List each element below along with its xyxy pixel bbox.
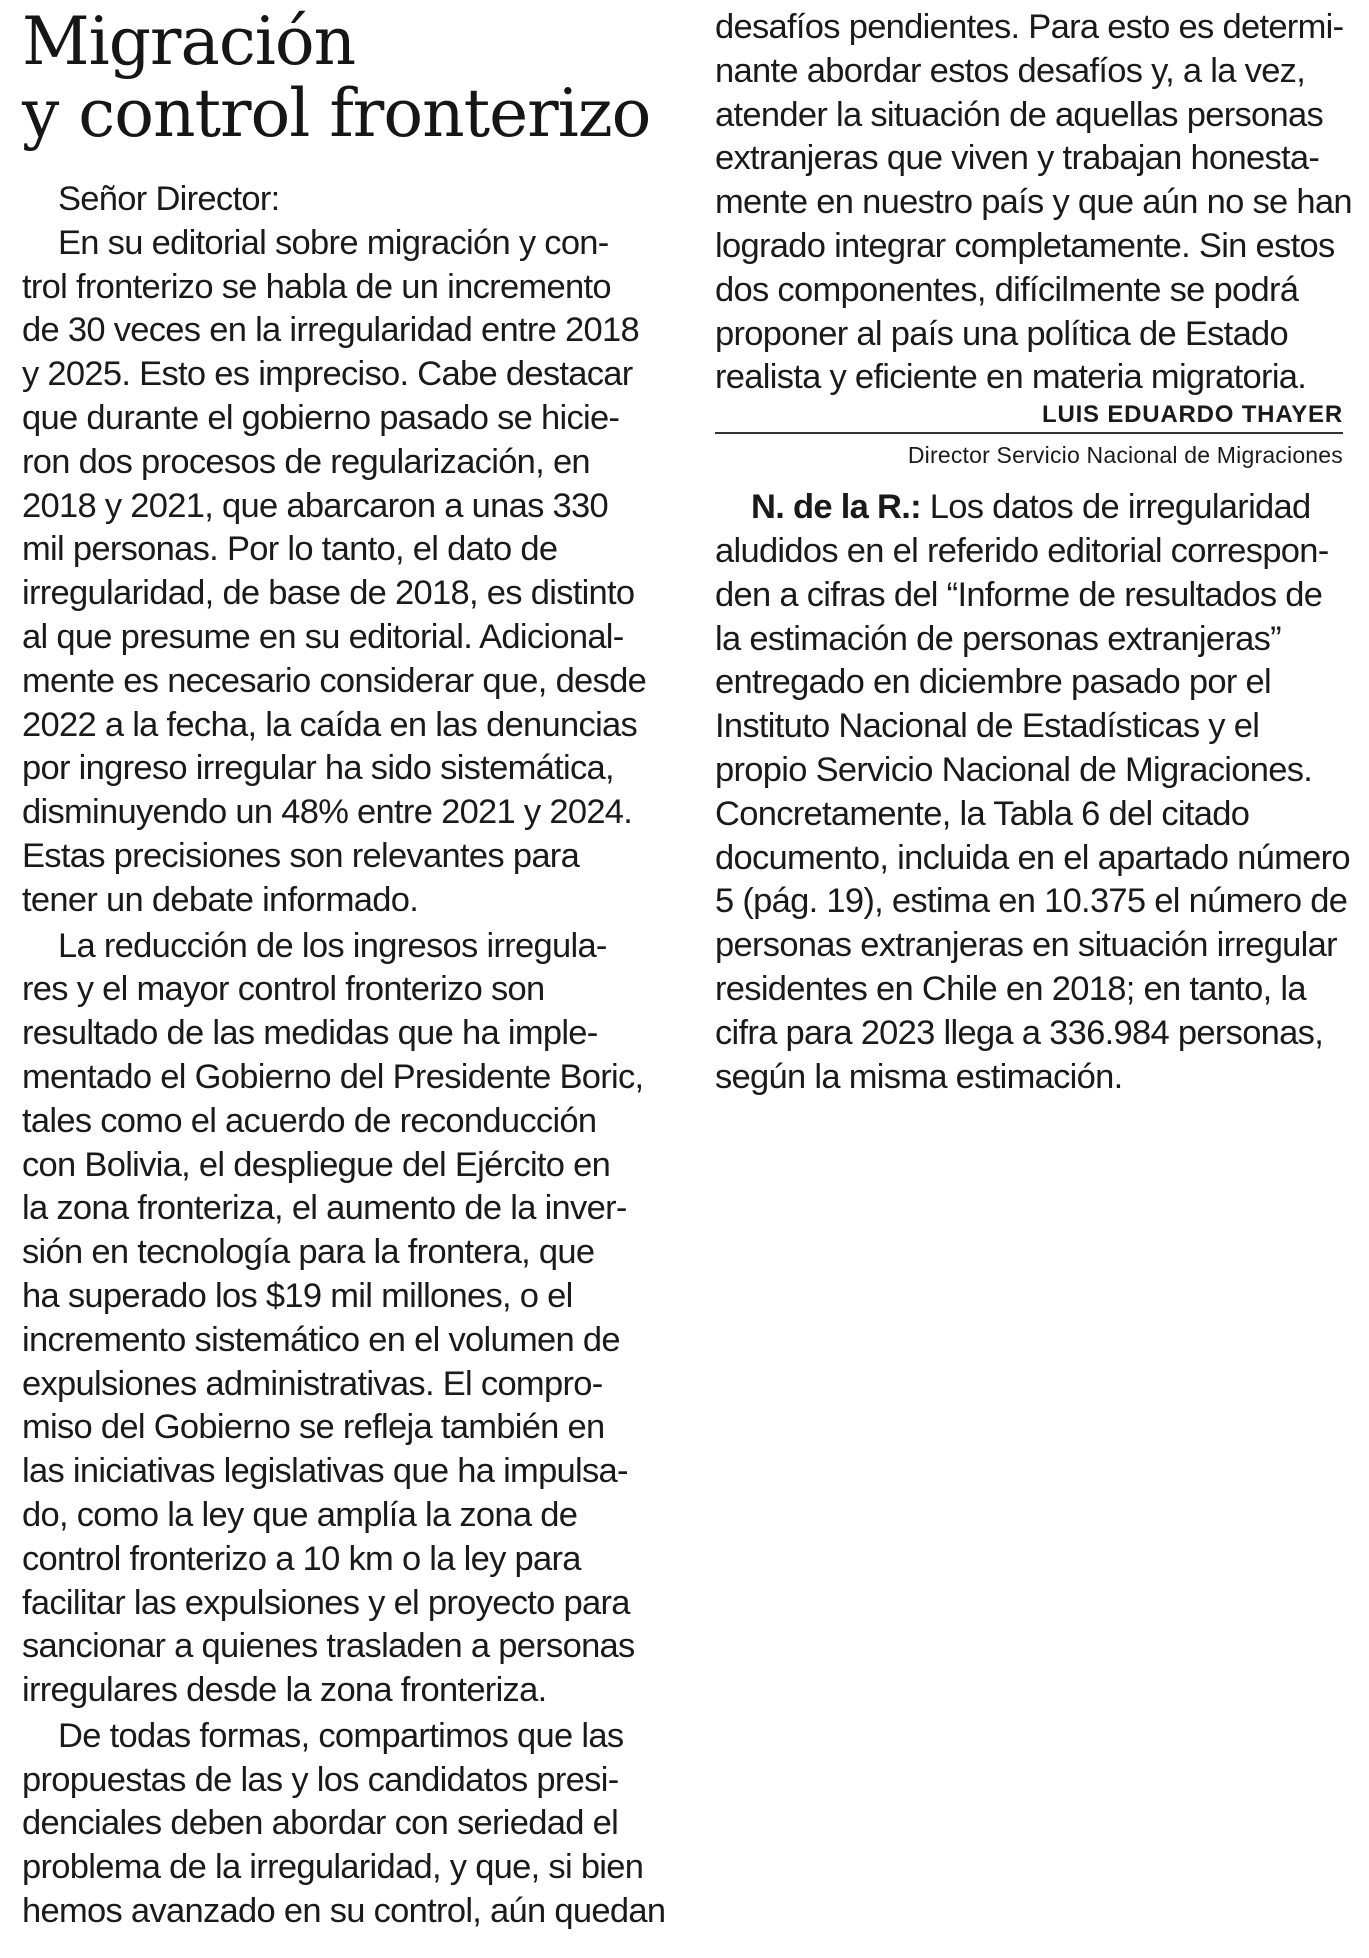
note-line: Concretamente, la Tabla 6 del citado <box>715 794 1250 833</box>
note-first-line <box>715 486 1343 530</box>
body-line: tener un debate informado. <box>22 880 419 919</box>
body-line: De todas formas, compartimos que las <box>58 1716 624 1755</box>
note-line: den a cifras del “Informe de resultados de <box>715 575 1323 614</box>
editor-note <box>715 486 1350 1099</box>
note-line: cifra para 2023 llega a 336.984 personas, <box>715 1013 1324 1052</box>
headline-line-1: Migración <box>22 3 356 80</box>
body-line: ron dos procesos de regularización, en <box>22 442 590 481</box>
body-line: irregulares desde la zona fronteriza. <box>22 1671 547 1710</box>
body-line: dos componentes, difícilmente se podrá <box>715 270 1299 309</box>
body-line: sancionar a quienes trasladen a personas <box>22 1627 635 1666</box>
body-line: sión en tecnología para la frontera, que <box>22 1233 595 1272</box>
body-line: mentado el Gobierno del Presidente Boric, <box>22 1057 644 1096</box>
body-line: logrado integrar completamente. Sin estos <box>715 226 1335 265</box>
note-line: Los datos de irregularidad <box>920 488 1311 527</box>
note-line: propio Servicio Nacional de Migraciones. <box>715 750 1313 789</box>
body-line: ha superado los $19 mil millones, o el <box>22 1276 573 1315</box>
headline <box>22 3 662 152</box>
body-line: La reducción de los ingresos irregula- <box>58 926 607 965</box>
note-line: la estimación de personas extranjeras” <box>715 619 1281 658</box>
note-line: según la misma estimación. <box>715 1057 1123 1096</box>
note-line: personas extranjeras en situación irregular <box>715 926 1337 965</box>
body-line: la zona fronteriza, el aumento de la inver- <box>22 1189 627 1228</box>
salutation: Señor Director: <box>58 180 280 218</box>
body-line: facilitar las expulsiones y el proyecto para <box>22 1583 630 1622</box>
letter-body-left <box>22 178 666 1934</box>
right-column <box>715 6 1352 1099</box>
body-line: hemos avanzado en su control, aún quedan <box>22 1892 666 1931</box>
body-line: denciales deben abordar con seriedad el <box>22 1804 619 1843</box>
body-line: proponer al país una política de Estado <box>715 314 1289 353</box>
body-line: res y el mayor control fronterizo son <box>22 970 545 1009</box>
note-line: 5 (pág. 19), estima en 10.375 el número de <box>715 882 1348 921</box>
body-line: disminuyendo un 48% entre 2021 y 2024. <box>22 793 633 832</box>
body-line: realista y eficiente en materia migratoria. <box>715 358 1307 397</box>
note-line: aludidos en el referido editorial correspon- <box>715 531 1329 570</box>
body-line: por ingreso irregular ha sido sistemática, <box>22 749 614 788</box>
body-line: mente en nuestro país y que aún no se han <box>715 183 1352 222</box>
body-line: desafíos pendientes. Para esto es determi- <box>715 8 1344 46</box>
body-line: expulsiones administrativas. El compro- <box>22 1364 603 1403</box>
note-line: residentes en Chile en 2018; en tanto, la <box>715 969 1306 1008</box>
body-line: y 2025. Esto es impreciso. Cabe destacar <box>22 355 633 394</box>
body-line: trol fronterizo se habla de un incremento <box>22 267 611 306</box>
letter-body-right <box>715 6 1352 400</box>
body-line: 2022 a la fecha, la caída en las denuncias <box>22 705 638 744</box>
body-line: do, como la ley que amplía la zona de <box>22 1495 578 1534</box>
body-line: miso del Gobierno se refleja también en <box>22 1408 605 1447</box>
body-line: resultado de las medidas que ha imple- <box>22 1014 598 1053</box>
author-name: LUIS EDUARDO THAYER <box>715 400 1343 434</box>
body-line: con Bolivia, el despliegue del Ejército en <box>22 1145 611 1184</box>
author-title: Director Servicio Nacional de Migraciones <box>907 442 1343 469</box>
body-line: extranjeras que viven y trabajan honesta- <box>715 139 1320 178</box>
body-line: problema de la irregularidad, y que, si bien <box>22 1848 644 1887</box>
body-line: que durante el gobierno pasado se hicie- <box>22 398 620 437</box>
body-line: incremento sistemático en el volumen de <box>22 1320 620 1359</box>
body-line: mil personas. Por lo tanto, el dato de <box>22 530 558 569</box>
body-line: tales como el acuerdo de reconducción <box>22 1101 597 1140</box>
body-line: las iniciativas legislativas que ha impulsa- <box>22 1452 628 1491</box>
body-line: al que presume en su editorial. Adicional- <box>22 617 624 656</box>
body-line: mente es necesario considerar que, desde <box>22 661 647 700</box>
body-line: de 30 veces en la irregularidad entre 2018 <box>22 311 639 350</box>
body-line: En su editorial sobre migración y con- <box>58 223 609 262</box>
body-line: Estas precisiones son relevantes para <box>22 836 580 875</box>
note-line: Instituto Nacional de Estadísticas y el <box>715 707 1260 746</box>
headline-line-2: y control fronterizo <box>22 75 651 152</box>
body-line: nante abordar estos desafíos y, a la vez, <box>715 51 1306 90</box>
body-line: propuestas de las y los candidatos presi- <box>22 1760 619 1799</box>
body-line: atender la situación de aquellas personas <box>715 95 1324 134</box>
body-line: control fronterizo a 10 km o la ley para <box>22 1539 581 1578</box>
body-line: 2018 y 2021, que abarcaron a unas 330 <box>22 486 609 525</box>
note-line: documento, incluida en el apartado número <box>715 838 1350 877</box>
left-column <box>22 0 666 1934</box>
note-label: N. de la R.: <box>751 488 921 527</box>
note-line: entregado en diciembre pasado por el <box>715 663 1271 702</box>
body-line: irregularidad, de base de 2018, es distinto <box>22 574 635 613</box>
